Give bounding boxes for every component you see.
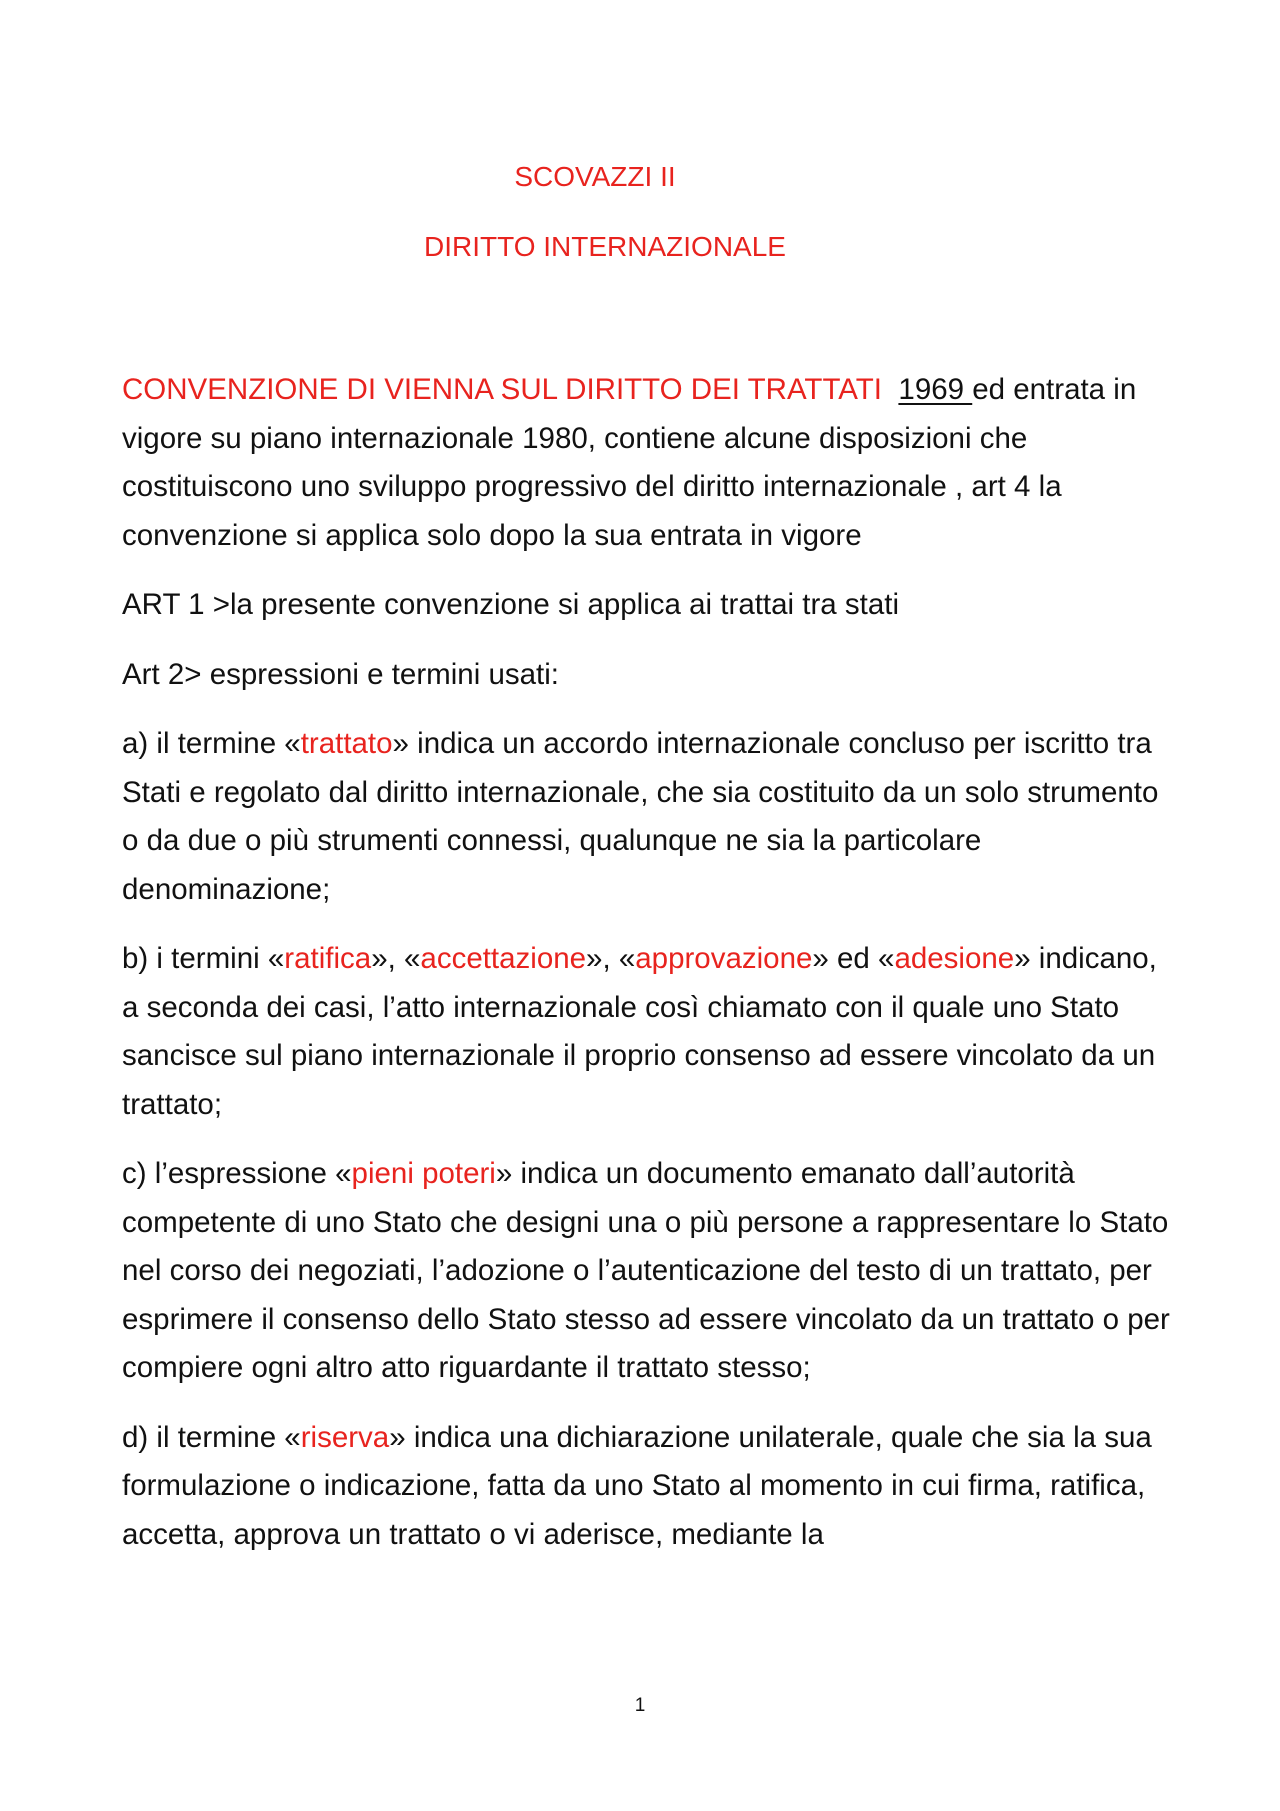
convention-year: 1969 [898, 373, 973, 406]
paragraph-art-2: Art 2> espressioni e termini usati: [122, 657, 559, 691]
paragraph-text: » indica una dichiarazione unilaterale, quale che sia la sua formulazione o indicazione, fatta da uno Stato al momento in cui firma, ratifica, accetta, approva un trattato o vi aderisce, mediante la [122, 1420, 1152, 1551]
paragraph-definition-a [122, 720, 1172, 914]
convention-heading: CONVENZIONE DI VIENNA SUL DIRITTO DEI TRATTATI [122, 373, 882, 406]
term-highlight: accettazione [420, 942, 587, 975]
paragraph-text: », « [586, 942, 636, 975]
paragraph-definition-b [122, 935, 1172, 1129]
paragraph-art-1: ART 1 >la presente convenzione si applica ai trattai tra stati [122, 588, 899, 621]
paragraph-text: b) i termini « [122, 942, 285, 975]
paragraph-text: a) il termine « [122, 727, 301, 760]
paragraph-vienna-convention [122, 366, 1172, 560]
term-highlight: pieni poteri [351, 1157, 496, 1190]
paragraph-text: c) l’espressione « [122, 1157, 352, 1190]
term-highlight: adesione [894, 942, 1015, 975]
paragraph-text: ed entrata in vigore su piano internazionale 1980, contiene alcune disposizioni che costituiscono uno sviluppo progressivo del diritto internazionale , art 4 la convenzione si applica solo dopo la sua entrata in vigore [122, 373, 1137, 552]
paragraph-text: » indicano, a seconda dei casi, l’atto internazionale così chiamato con il quale uno Stato sancisce sul piano internazionale il proprio consenso ad essere vincolato da un trattato; [122, 942, 1157, 1121]
document-title: SCOVAZZI II [514, 161, 676, 192]
term-highlight: riserva [300, 1420, 390, 1454]
document-body [122, 366, 1172, 1580]
term-highlight: ratifica [284, 942, 372, 975]
paragraph-definition-c [122, 1150, 1172, 1393]
paragraph-text: », « [371, 942, 421, 975]
document-subtitle: DIRITTO INTERNAZIONALE [424, 231, 786, 262]
term-highlight: approvazione [635, 942, 813, 975]
paragraph-definition-d [122, 1414, 1172, 1560]
term-highlight: trattato [300, 727, 393, 760]
page-number: 1 [634, 1695, 646, 1716]
paragraph-text: » indica un documento emanato dall’autorità competente di uno Stato che designi una o più persone a rappresentare lo Stato nel corso dei negoziati, l’adozione o l’autenticazione del testo di un trattato, per esprimere il consenso dello Stato stesso ad essere vincolato da un trattato o per compiere ogni altro atto riguardante il trattato stesso; [122, 1157, 1170, 1384]
paragraph-text: » ed « [812, 942, 895, 975]
paragraph-text: » indica un accordo internazionale concluso per iscritto tra Stati e regolato dal diritto internazionale, che sia costituito da un solo strumento o da due o più strumenti connessi, qualunque ne sia la particolare denominazione; [122, 727, 1159, 906]
paragraph-text: d) il termine « [122, 1420, 301, 1454]
